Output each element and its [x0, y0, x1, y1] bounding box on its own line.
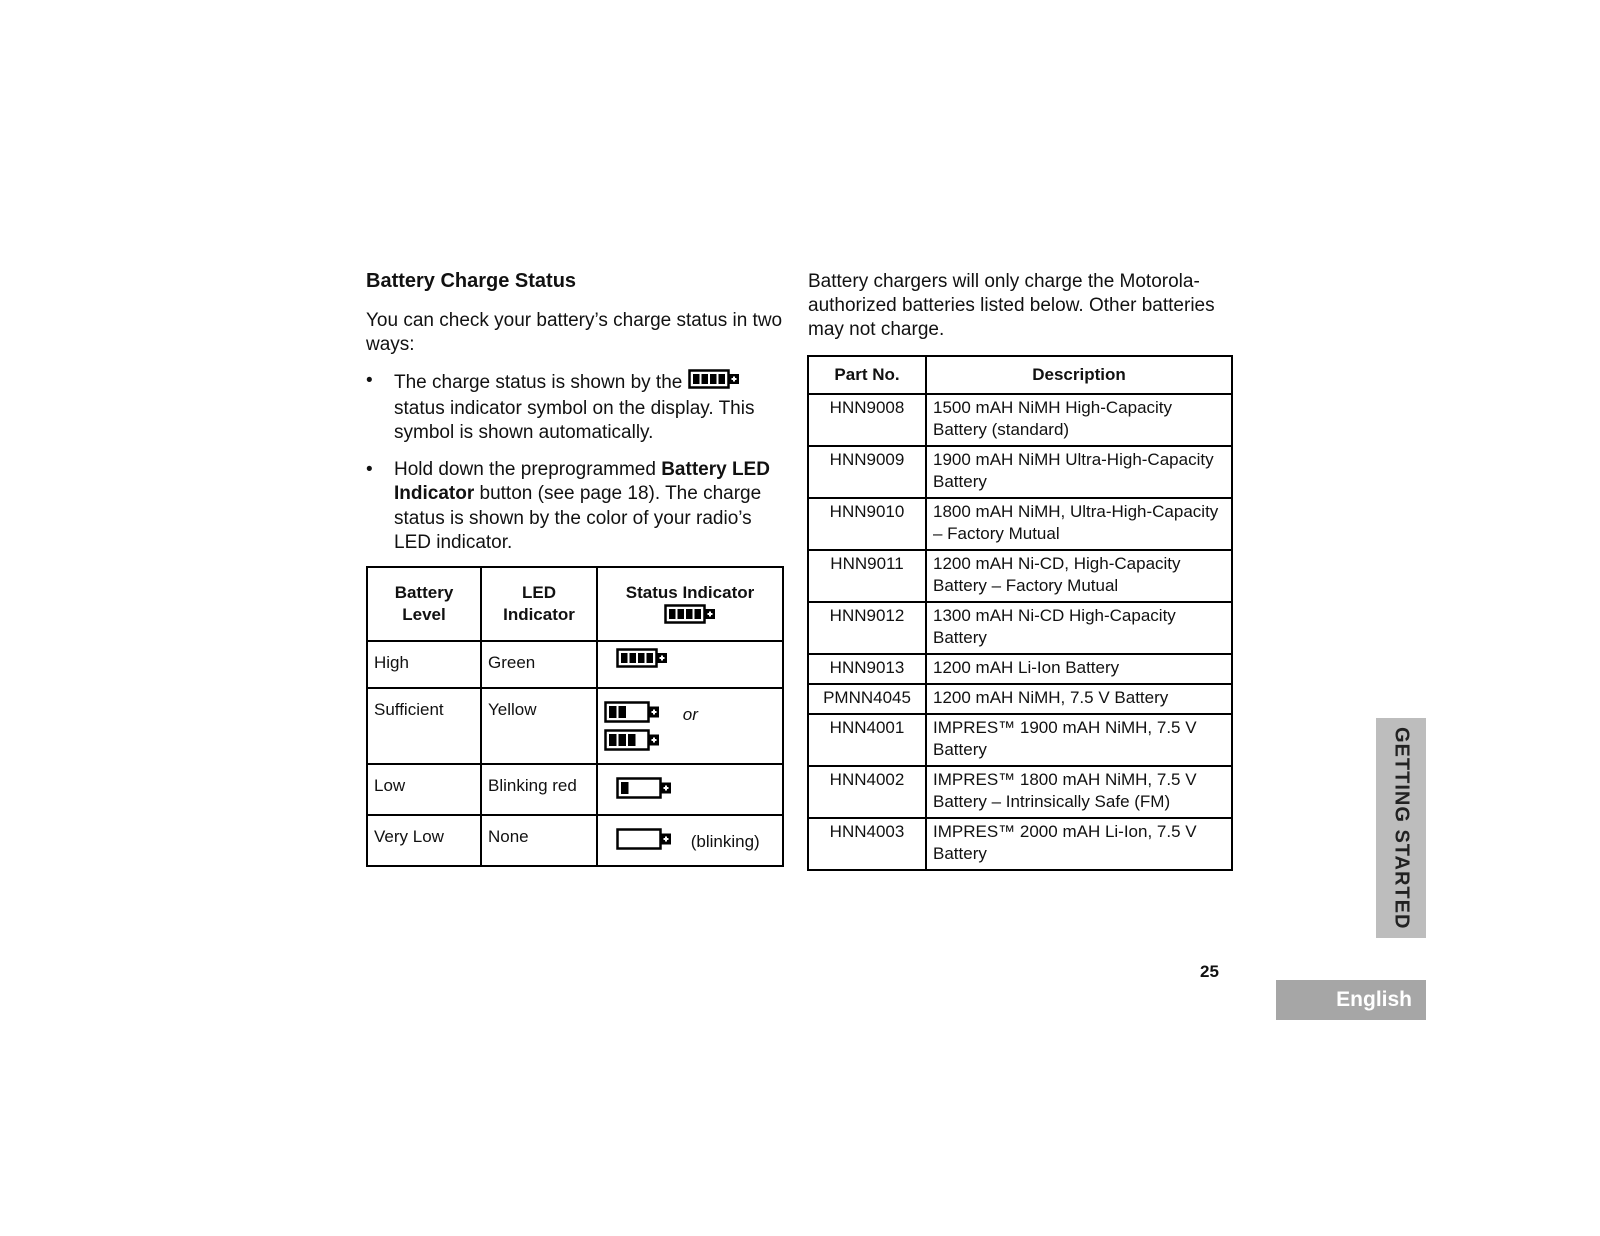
battery-bar — [695, 609, 702, 619]
bullet-item-2 — [366, 458, 786, 556]
led-indicator-cell: Blinking red — [481, 764, 597, 815]
table-row — [808, 602, 1232, 654]
section-side-tab-label: GETTING STARTED — [1390, 726, 1413, 930]
status-indicator-cell — [597, 764, 783, 815]
battery-bar — [701, 374, 708, 384]
bullet-list — [366, 369, 786, 556]
right-column — [808, 270, 1234, 354]
bullet-item-1 — [366, 369, 786, 446]
header-part-no: Part No. — [808, 356, 926, 394]
blinking-note: (blinking) — [690, 832, 760, 851]
battery-level-cell: High — [367, 641, 481, 688]
status-indicator-cell — [597, 815, 783, 866]
part-number-cell: HNN9010 — [808, 498, 926, 550]
table-row — [808, 654, 1232, 684]
header-led-indicator: LED Indicator — [481, 567, 597, 641]
description-cell: 1900 mAH NiMH Ultra-High-Capacity Battery — [926, 446, 1232, 498]
battery-bar — [609, 734, 617, 746]
table-row — [808, 498, 1232, 550]
battery-bar — [710, 374, 717, 384]
battery-bar — [621, 782, 629, 794]
chargers-paragraph: Battery chargers will only charge the Motorola-authorized batteries listed below. Other batteries may not charge. — [808, 271, 1215, 340]
battery-bar — [619, 734, 627, 746]
description-cell: IMPRES™ 1800 mAH NiMH, 7.5 V Battery – Intrinsically Safe (FM) — [926, 766, 1232, 818]
battery-status-icon — [688, 369, 740, 397]
battery-level-cell: Low — [367, 764, 481, 815]
section-side-tab — [1376, 718, 1426, 938]
description-cell: 1200 mAH Li-Ion Battery — [926, 654, 1232, 684]
table-row — [808, 766, 1232, 818]
table-row — [808, 714, 1232, 766]
description-cell: IMPRES™ 2000 mAH Li-Ion, 7.5 V Battery — [926, 818, 1232, 870]
bullet1-text-before: The charge status is shown by the — [394, 371, 683, 393]
table-row — [367, 764, 783, 815]
part-number-cell: HNN9009 — [808, 446, 926, 498]
section-heading: Battery Charge Status — [366, 270, 577, 292]
left-column — [366, 270, 786, 568]
status-indicator-cell — [597, 641, 783, 688]
battery-level-cell: Very Low — [367, 815, 481, 866]
battery-full-icon — [664, 604, 716, 630]
table-row — [808, 684, 1232, 714]
battery-bar — [609, 706, 617, 718]
battery-parts-table — [807, 355, 1233, 871]
battery-empty-icon — [616, 828, 672, 856]
description-cell: IMPRES™ 1900 mAH NiMH, 7.5 V Battery — [926, 714, 1232, 766]
part-number-cell: PMNN4045 — [808, 684, 926, 714]
page-number: 25 — [1200, 962, 1219, 981]
battery-bar — [686, 609, 693, 619]
part-number-cell: HNN9008 — [808, 394, 926, 446]
or-text: or — [682, 705, 698, 724]
status-table-header-row — [367, 567, 783, 641]
language-tab: English — [1276, 980, 1426, 1020]
battery-three-bar-icon — [604, 729, 660, 757]
table-row — [808, 818, 1232, 870]
status-indicator-cell — [597, 688, 783, 764]
battery-bar — [628, 734, 636, 746]
led-indicator-cell: Yellow — [481, 688, 597, 764]
table-row — [367, 641, 783, 688]
battery-high-icon — [616, 648, 668, 674]
battery-level-cell: Sufficient — [367, 688, 481, 764]
battery-two-bar-icon — [604, 701, 660, 729]
battery-bar — [638, 653, 645, 663]
part-number-cell: HNN4001 — [808, 714, 926, 766]
header-status-indicator-label: Status Indicator — [625, 583, 755, 602]
battery-bar — [647, 653, 654, 663]
description-cell: 1800 mAH NiMH, Ultra-High-Capacity – Factory Mutual — [926, 498, 1232, 550]
battery-bar — [669, 609, 676, 619]
part-number-cell: HNN9013 — [808, 654, 926, 684]
description-cell: 1500 mAH NiMH High-Capacity Battery (standard) — [926, 394, 1232, 446]
header-description: Description — [926, 356, 1232, 394]
bullet2-bold-term: Battery LED Indicator — [394, 458, 770, 504]
battery-status-table — [366, 566, 784, 867]
table-row — [367, 815, 783, 866]
table-row — [808, 446, 1232, 498]
description-cell: 1300 mAH Ni-CD High-Capacity Battery — [926, 602, 1232, 654]
part-number-cell: HNN4003 — [808, 818, 926, 870]
battery-bar — [718, 374, 725, 384]
table-row — [367, 688, 783, 764]
battery-bar — [621, 653, 628, 663]
intro-paragraph: You can check your battery’s charge status in two ways: — [366, 310, 783, 355]
bullet-dot: • — [366, 458, 373, 480]
battery-bar — [630, 653, 637, 663]
part-number-cell: HNN9012 — [808, 602, 926, 654]
description-cell: 1200 mAH Ni-CD, High-Capacity Battery – Factory Mutual — [926, 550, 1232, 602]
bullet1-text-after: status indicator symbol on the display. This symbol is shown automatically. — [394, 397, 755, 443]
bullet-dot: • — [366, 370, 373, 391]
bullet2-text-part2: button (see page 18). The charge status is shown by the color of your radio’s LED indicator. — [394, 483, 762, 553]
led-indicator-cell: None — [481, 815, 597, 866]
bullet2-text-part1: Hold down the preprogrammed — [394, 458, 656, 480]
battery-bar — [619, 706, 627, 718]
battery-bar — [678, 609, 685, 619]
parts-table-header-row — [808, 356, 1232, 394]
part-number-cell: HNN4002 — [808, 766, 926, 818]
header-status-indicator — [597, 567, 783, 641]
battery-bar — [693, 374, 700, 384]
table-row — [808, 394, 1232, 446]
battery-low-icon — [616, 777, 672, 805]
description-cell: 1200 mAH NiMH, 7.5 V Battery — [926, 684, 1232, 714]
table-row — [808, 550, 1232, 602]
header-battery-level: Battery Level — [367, 567, 481, 641]
led-indicator-cell: Green — [481, 641, 597, 688]
part-number-cell: HNN9011 — [808, 550, 926, 602]
